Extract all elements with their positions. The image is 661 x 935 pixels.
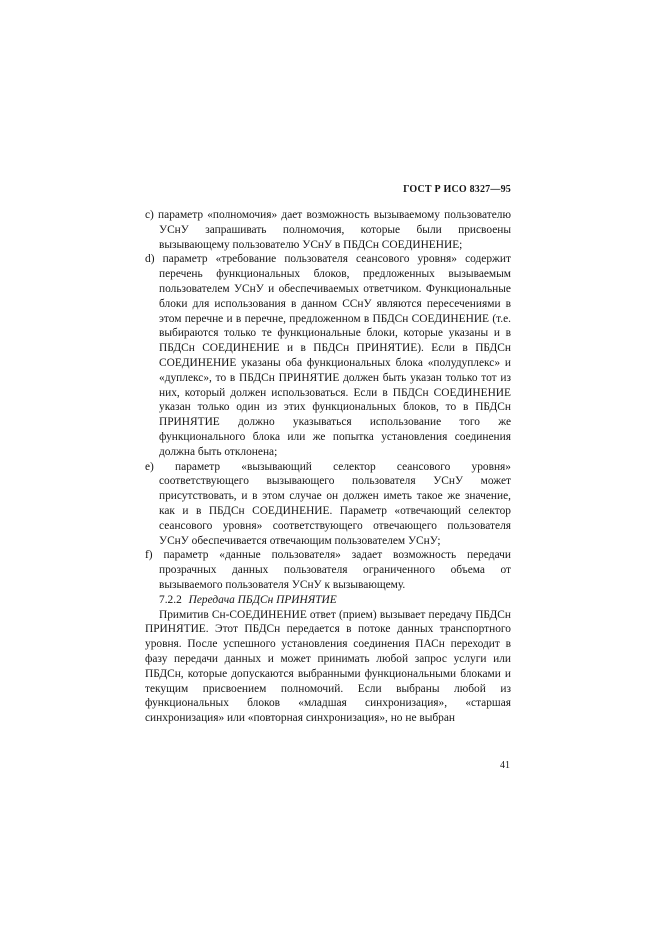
running-header: ГОСТ Р ИСО 8327—95: [403, 184, 511, 195]
subsection-number: 7.2.2: [159, 593, 182, 606]
body-paragraph: Примитив Сн-СОЕДИНЕНИЕ ответ (прием) вызывает передачу ПБДСн ПРИНЯТИЕ. Этот ПБДСн передается в потоке данных транспортного уровня. После успешного установления соединения ПАСн переходит в фазу передачи данных и может принимать любой запрос услуги или ПБДСн, которые допускаются выбранными функциональными блоками и текущим присвоением полномочий. Если выбраны любой из функциональных блоков «младшая синхронизация», «старшая синхронизация» или «повторная синхронизация», но не выбран: [145, 608, 511, 725]
page-body: [145, 208, 511, 726]
subsection-title: Передача ПБДСн ПРИНЯТИЕ: [188, 593, 337, 606]
page-number: 41: [500, 760, 510, 771]
list-item-c: c) параметр «полномочия» дает возможность вызываемому пользователю УСнУ запрашивать полномочия, которые были присвоены вызывающему пользователю УСнУ в ПБДСн СОЕДИНЕНИЕ;: [145, 209, 511, 251]
list-item-e: e) параметр «вызывающий селектор сеансового уровня» соответствующего вызывающего пользователя УСнУ может присутствовать, и в этом случае он должен иметь такое же значение, как и в ПБДСн СОЕДИНЕНИЕ. Параметр «отвечающий селектор сеансового уровня» соответствующего отвечающего пользователя УСнУ обеспечивается отвечающим пользователем УСнУ;: [145, 460, 511, 547]
subsection-heading: [145, 593, 511, 608]
list-item-f: f) параметр «данные пользователя» задает возможность передачи прозрачных данных пользователя ограниченного объема от вызываемого пользователя УСнУ к вызывающему.: [145, 549, 511, 591]
list-item-d: d) параметр «требование пользователя сеансового уровня» содержит перечень функциональных блоков, предложенных вызываемым пользователем УСнУ и обеспечиваемых ответчиком. Функциональные блоки для использования в данном ССнУ являются пересечениями в этом перечне и в перечне, предложенном в ПБДСн СОЕДИНЕНИЕ (т.е. выбираются только те функциональные блоки, которые указаны и в ПБДСн СОЕДИНЕНИЕ и в ПБДСн ПРИНЯТИЕ). Если в ПБДСн СОЕДИНЕНИЕ указаны оба функциональных блока «полудуплекс» и «дуплекс», то в ПБДСн ПРИНЯТИЕ должен быть указан только тот из них, который должен использоваться. Если в ПБДСн СОЕДИНЕНИЕ указан только один из этих функциональных блоков, то в ПБДСн ПРИНЯТИЕ должно указываться использование того же функционального блока или же попытка установления соединения должна быть отклонена;: [145, 253, 511, 458]
